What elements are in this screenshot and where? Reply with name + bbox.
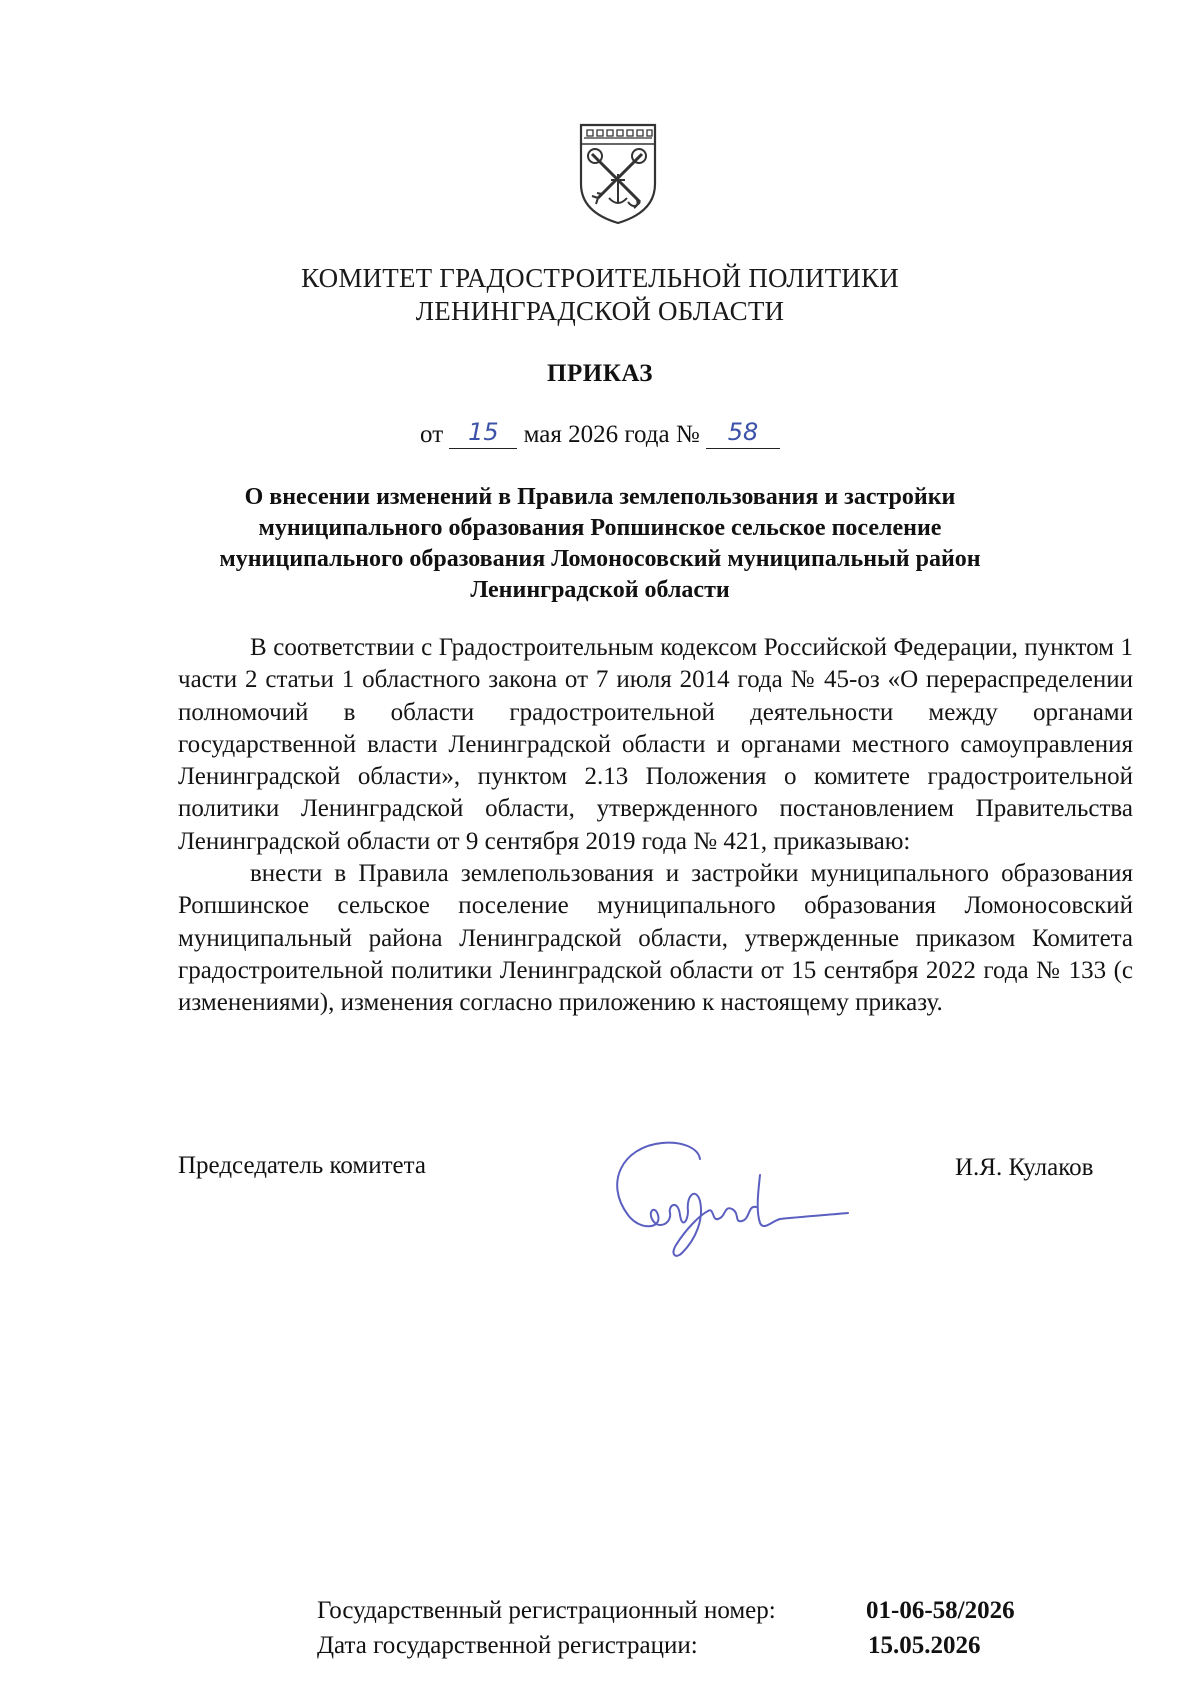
day-field — [449, 420, 517, 449]
date-prefix: от — [420, 421, 444, 448]
registration-number-label: Государственный регистрационный номер: — [317, 1597, 776, 1624]
committee-name — [0, 262, 1200, 328]
handwritten-day: 15 — [468, 418, 499, 446]
subject-line: О внесении изменений в Правила землепользования и застройки — [244, 484, 956, 510]
paragraph-preamble: В соответствии с Градостроительным кодексом Российской Федерации, пунктом 1 части 2 статьи 1 областного закона от 7 июля 2014 года № 45-оз «О перераспределении полномочий в области градостроительной деятельности между органами государственной власти Ленинградской области и органами местного самоуправления Ленинградской области», пунктом 2.13 Положения о комитете градостроительной политики Ленинградской области, утвержденного постановлением Правительства Ленинградской области от 9 сентября 2019 года № 421, приказываю: — [178, 634, 1133, 855]
registration-date-value: 15.05.2026 — [868, 1632, 981, 1659]
signatory-name: И.Я. Кулаков — [955, 1154, 1094, 1181]
document-body — [178, 632, 1133, 1020]
number-field — [706, 420, 780, 449]
registration-date-label: Дата государственной регистрации: — [317, 1632, 698, 1659]
handwritten-number: 58 — [727, 418, 759, 446]
coat-of-arms-icon — [578, 122, 658, 226]
date-line — [0, 420, 1200, 449]
committee-line-1: КОМИТЕТ ГРАДОСТРОИТЕЛЬНОЙ ПОЛИТИКИ — [301, 263, 899, 293]
committee-line-2: ЛЕНИНГРАДСКОЙ ОБЛАСТИ — [415, 296, 785, 326]
document-type: ПРИКАЗ — [547, 360, 653, 387]
subject-line: муниципального образования Ломоносовский муниципальный район — [219, 546, 981, 572]
subject-line: Ленинградской области — [470, 577, 730, 603]
registration-number-value: 01-06-58/2026 — [866, 1597, 1015, 1624]
subject-line: муниципального образования Ропшинское сельское поселение — [258, 515, 942, 541]
document-subject — [180, 482, 1020, 606]
signatory-role: Председатель комитета — [178, 1152, 426, 1179]
signature-icon — [600, 1135, 850, 1260]
date-middle: мая 2026 года № — [523, 421, 700, 448]
paragraph-order: внести в Правила землепользования и застройки муниципального образования Ропшинское сельское поселение муниципального образования Ломоносовский муниципальный района Ленинградской области, утвержденные приказом Комитета градостроительной политики Ленинградской области от 15 сентября 2022 года № 133 (с изменениями), изменения согласно приложению к настоящему приказу. — [178, 860, 1133, 1017]
